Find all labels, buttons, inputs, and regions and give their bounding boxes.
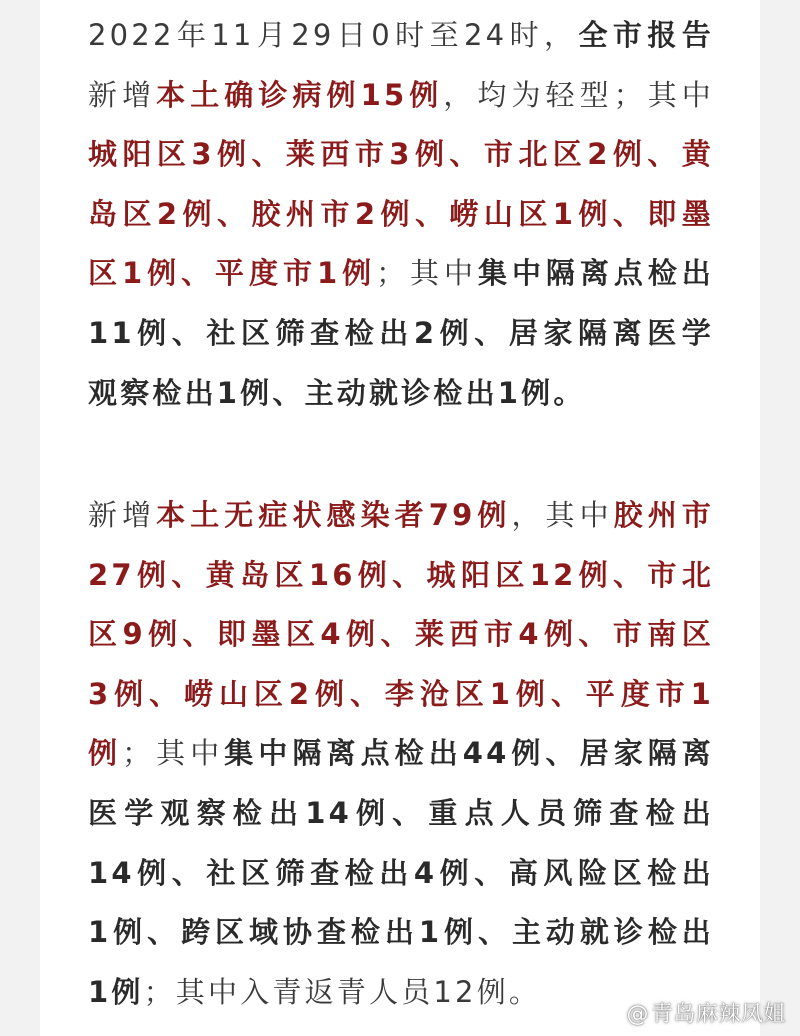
watermark-text: 青岛麻辣凤姐 bbox=[650, 1002, 786, 1027]
text-line bbox=[88, 185, 714, 245]
text-line bbox=[88, 244, 714, 304]
at-sign-icon: @ bbox=[626, 1002, 649, 1027]
text-line bbox=[88, 844, 714, 904]
bold-text: 观察检出1例、主动就诊检出1例。 bbox=[88, 375, 586, 410]
bold-text: 集中隔离点检出44例、居家隔离 bbox=[224, 736, 714, 771]
text-line bbox=[88, 304, 714, 364]
text-line bbox=[88, 6, 714, 66]
text-line bbox=[88, 125, 714, 185]
text-line bbox=[88, 605, 714, 665]
plain-text: ；其中入青返青人员12例。 bbox=[143, 974, 542, 1009]
text-line bbox=[88, 665, 714, 725]
plain-text: ，其中 bbox=[511, 498, 614, 532]
highlighted-text: 区1例、平度市1例 bbox=[88, 256, 377, 291]
plain-text: ，均为轻型；其中 bbox=[443, 77, 714, 112]
plain-text: 新增 bbox=[88, 498, 157, 532]
text-line bbox=[88, 66, 714, 126]
bold-text: 1例 bbox=[88, 974, 144, 1009]
bold-text: 14例、社区筛查检出4例、高风险区检出 bbox=[88, 855, 714, 890]
paragraph-confirmed-cases bbox=[88, 6, 714, 423]
highlighted-text: 本土无症状感染者79例 bbox=[156, 498, 512, 532]
article-page bbox=[40, 0, 760, 1036]
text-line bbox=[88, 364, 714, 424]
bold-text: 集中隔离点检出 bbox=[477, 256, 714, 291]
bold-text: 11例、社区筛查检出2例、居家隔离医学 bbox=[88, 315, 714, 350]
bold-text: 1例、跨区域协查检出1例、主动就诊检出 bbox=[88, 915, 714, 950]
watermark bbox=[626, 997, 786, 1028]
text-line bbox=[88, 546, 714, 606]
bold-text: 全市报告 bbox=[578, 18, 714, 52]
highlighted-text: 例 bbox=[88, 736, 123, 771]
plain-text: 2022年11月29日0时至24时， bbox=[88, 18, 579, 52]
text-line bbox=[88, 486, 714, 546]
plain-text: 新增 bbox=[88, 77, 157, 112]
highlighted-text: 岛区2例、胶州市2例、崂山区1例、即墨 bbox=[88, 196, 714, 231]
highlighted-text: 本土确诊病例15例 bbox=[156, 77, 444, 112]
highlighted-text: 3例、崂山区2例、李沧区1例、平度市1 bbox=[88, 676, 714, 711]
highlighted-text: 区9例、即墨区4例、莱西市4例、市南区 bbox=[88, 617, 714, 652]
text-line bbox=[88, 963, 714, 1023]
text-line bbox=[88, 903, 714, 963]
highlighted-text: 27例、黄岛区16例、城阳区12例、市北 bbox=[88, 557, 714, 592]
highlighted-text: 城阳区3例、莱西市3例、市北区2例、黄 bbox=[88, 137, 714, 172]
highlighted-text: 胶州市 bbox=[613, 498, 714, 532]
plain-text: ；其中 bbox=[122, 736, 225, 771]
text-line bbox=[88, 784, 714, 844]
paragraph-asymptomatic-cases bbox=[88, 486, 714, 1022]
text-line bbox=[88, 724, 714, 784]
plain-text: ；其中 bbox=[376, 256, 478, 291]
bold-text: 医学观察检出14例、重点人员筛查检出 bbox=[88, 795, 714, 830]
